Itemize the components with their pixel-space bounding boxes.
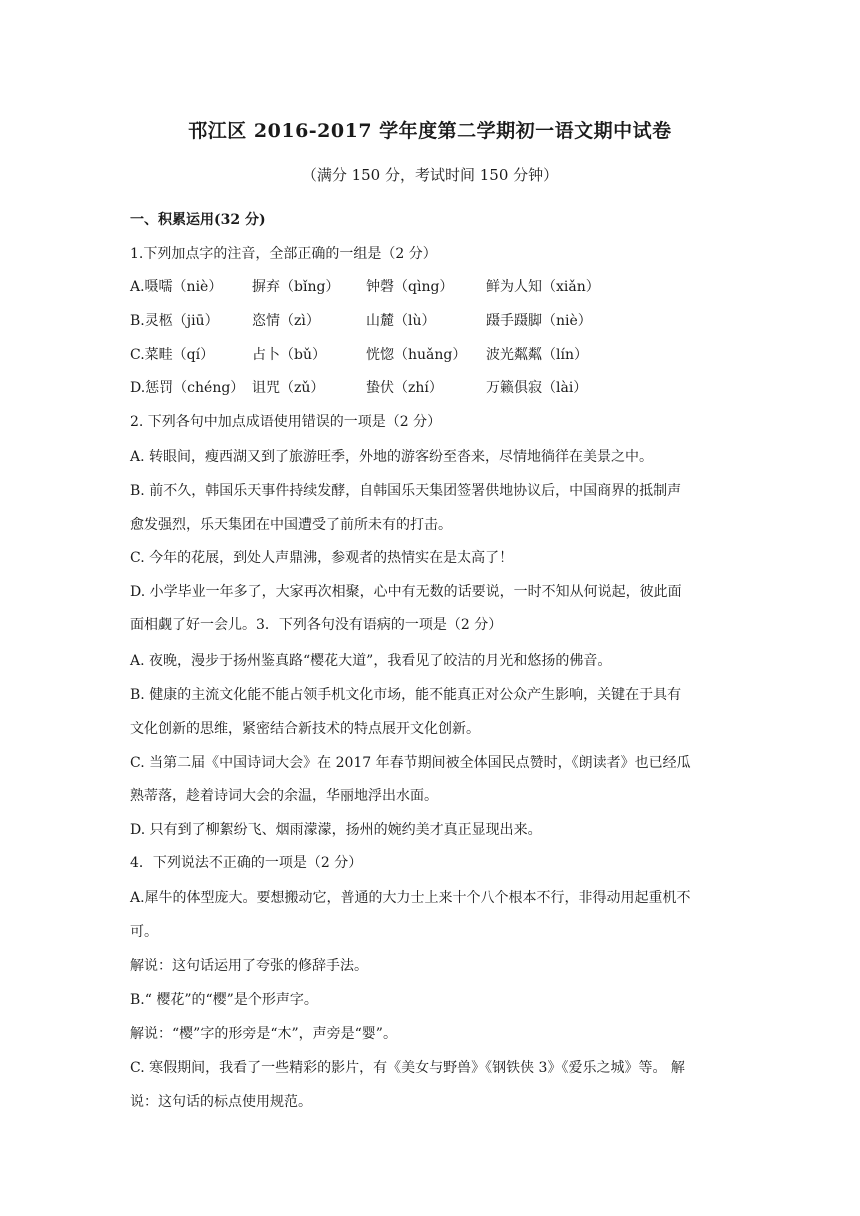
- q3-option-c-line2: 熟蒂落，趁着诗词大会的余温，华丽地浮出水面。: [130, 788, 438, 804]
- q3-option-d: D. 只有到了柳絮纷飞、烟雨濛濛，扬州的婉约美才真正显现出来。: [130, 822, 542, 838]
- option-cell: B.灵柩（jiū）: [130, 313, 219, 329]
- q2-option-d-line1: D. 小学毕业一年多了，大家再次相聚，心中有无数的话要说，一时不知从何说起，彼此面: [130, 584, 682, 600]
- q4-option-b-note: 解说：“樱”字的形旁是“木”，声旁是“婴”。: [130, 1026, 397, 1042]
- option-cell: A.嗫嚅（niè）: [130, 279, 223, 295]
- q3-option-b-line1: B. 健康的主流文化能不能占领手机文化市场，能不能真正对公众产生影响，关键在于具有: [130, 687, 682, 703]
- q4-option-a-line1: A.犀牛的体型庞大。要想搬动它，普通的大力士上来十个八个根本不行，非得动用起重机不: [130, 890, 691, 906]
- option-cell: C.菜畦（qí）: [130, 347, 215, 363]
- option-cell: 摒弃（bǐng）: [252, 279, 340, 295]
- q2-option-c: C. 今年的花展，到处人声鼎沸，参观者的热情实在是太高了！: [130, 550, 514, 566]
- q4-option-c-line1: C. 寒假期间，我看了一些精彩的影片，有《美女与野兽》《钢铁侠 3》《爱乐之城》等。 解: [130, 1060, 685, 1076]
- question-1-stem: 1.下列加点字的注音，全部正确的一组是（2 分）: [130, 246, 437, 262]
- option-cell: 恍惚（huǎng）: [366, 347, 467, 363]
- q3-option-b-line2: 文化创新的思维，紧密结合新技术的特点展开文化创新。: [130, 721, 480, 737]
- q3-option-c-line1: C. 当第二届《中国诗词大会》在 2017 年春节期间被全体国民点赞时，《朗读者》也已经瓜: [130, 755, 691, 771]
- option-cell: 占卜（bǔ）: [252, 347, 326, 363]
- question-4-stem: 4．下列说法不正确的一项是（2 分）: [130, 855, 363, 871]
- option-cell: 恣情（zì）: [252, 313, 320, 329]
- q3-option-a: A. 夜晚，漫步于扬州鉴真路“樱花大道”，我看见了皎洁的月光和悠扬的佛音。: [130, 653, 612, 669]
- q2-option-a: A. 转眼间，瘦西湖又到了旅游旺季，外地的游客纷至沓来，尽情地徜徉在美景之中。: [130, 449, 654, 465]
- option-cell: 波光粼粼（lín）: [486, 347, 588, 363]
- q2-option-d-line2: 面相觑了好一会儿。3．下列各句没有语病的一项是（2 分）: [130, 617, 503, 633]
- q4-option-b: B.“ 樱花”的“樱”是个形声字。: [130, 992, 318, 1008]
- q4-option-c-line2: 说：这句话的标点使用规范。: [130, 1094, 312, 1110]
- option-cell: 山麓（lù）: [366, 313, 436, 329]
- option-cell: 蹑手蹑脚（niè）: [486, 313, 592, 329]
- page-title: 邗江区 2016-2017 学年度第二学期初一语文期中试卷: [188, 120, 672, 142]
- question-2-stem: 2. 下列各句中加点成语使用错误的一项是（2 分）: [130, 414, 442, 430]
- section-heading: 一、积累运用(32 分): [130, 212, 266, 228]
- q2-option-b-line1: B. 前不久，韩国乐天事件持续发酵，自韩国乐天集团签署供地协议后，中国商界的抵制声: [130, 483, 682, 499]
- q4-option-a-note: 解说：这句话运用了夸张的修辞手法。: [130, 958, 368, 974]
- page-subtitle: （满分 150 分，考试时间 150 分钟）: [301, 166, 559, 184]
- option-cell: 诅咒（zǔ）: [252, 380, 325, 396]
- option-cell: 鲜为人知（xiǎn）: [486, 279, 600, 295]
- q2-option-b-line2: 愈发强烈，乐天集团在中国遭受了前所未有的打击。: [130, 517, 452, 533]
- option-cell: 万籁俱寂（lài）: [486, 380, 588, 396]
- option-cell: D.惩罚（chéng）: [130, 380, 245, 396]
- option-cell: 蛰伏（zhí）: [366, 380, 443, 396]
- q4-option-a-line2: 可。: [130, 924, 158, 940]
- option-cell: 钟磬（qìng）: [366, 279, 454, 295]
